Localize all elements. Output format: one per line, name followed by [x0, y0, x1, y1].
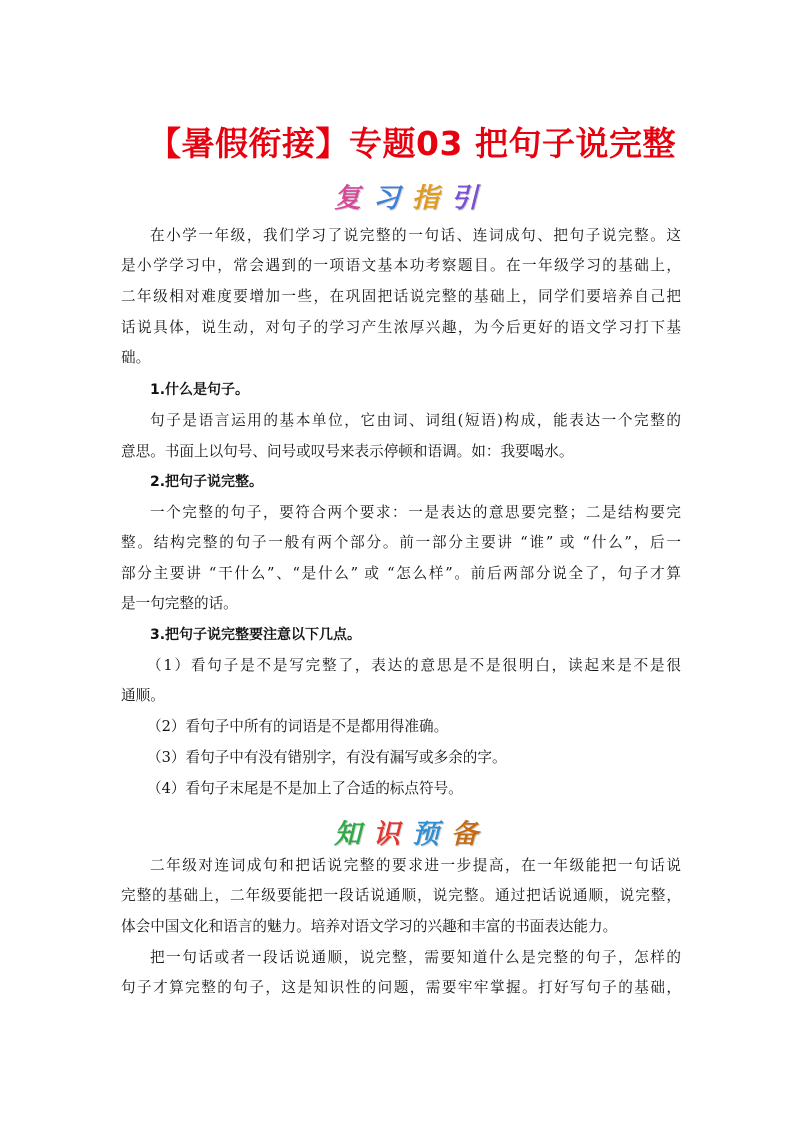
heading-char: 引	[451, 183, 490, 214]
intro-paragraph-line: 础。	[121, 349, 151, 366]
paragraph-line: 句子是语言运用的基本单位，它由词、词组(短语)构成，能表达一个完整的	[150, 412, 681, 429]
paragraph-line: 一个完整的句子，要符合两个要求：一是表达的意思要完整；二是结构要完	[150, 504, 681, 521]
list-item: （2）看句子中所有的词语是不是都用得准确。	[147, 718, 449, 735]
intro-paragraph-line: 话说具体，说生动，对句子的学习产生浓厚兴趣，为今后更好的语文学习打下基	[121, 319, 681, 336]
list-item-continuation: 通顺。	[121, 687, 165, 704]
paragraph-line: 二年级对连词成句和把话说完整的要求进一步提高，在一年级能把一句话说	[150, 857, 681, 874]
heading-char: 习	[373, 183, 412, 214]
paragraph-line: 意思。书面上以句号、问号或叹号来表示停顿和语调。如：我要喝水。	[121, 443, 574, 460]
section-heading-review-guide	[0, 176, 794, 215]
heading-char: 识	[373, 819, 412, 850]
paragraph-line: 整。结构完整的句子一般有两个部分。前一部分主要讲 “谁” 或 “什么”，后一	[121, 534, 681, 551]
heading-char: 预	[412, 819, 451, 850]
heading-char: 指	[412, 183, 451, 214]
subheading-what-is-sentence: 1.什么是句子。	[150, 382, 250, 398]
list-item: （1）看句子是不是写完整了，表达的意思是不是很明白，读起来是不是很	[147, 657, 681, 674]
heading-char: 备	[451, 819, 490, 850]
paragraph-line: 完整的基础上，二年级要能把一段话说通顺，说完整。通过把话说通顺，说完整，	[121, 887, 681, 904]
heading-char: 复	[334, 183, 373, 214]
paragraph-line: 是一句完整的话。	[121, 595, 238, 612]
paragraph-line: 部分主要讲 “干什么”、“是什么” 或 “怎么样”。前后两部分说全了，句子才算	[121, 565, 681, 582]
heading-char: 知	[334, 819, 373, 850]
subheading-complete-sentence: 2.把句子说完整。	[150, 474, 264, 490]
paragraph-line: 把一句话或者一段话说通顺，说完整，需要知道什么是完整的句子，怎样的	[150, 949, 681, 966]
section-heading-knowledge-prep	[0, 812, 794, 851]
paragraph-line: 体会中国文化和语言的魅力。培养对语文学习的兴趣和丰富的书面表达能力。	[121, 918, 618, 935]
paragraph-line: 句子才算完整的句子，这是知识性的问题，需要牢牢掌握。打好写句子的基础，	[121, 979, 681, 996]
list-item: （4）看句子末尾是不是加上了合适的标点符号。	[147, 780, 463, 797]
intro-paragraph-line: 二年级相对难度要增加一些，在巩固把话说完整的基础上，同学们要培养自己把	[121, 288, 681, 305]
subheading-points-to-note: 3.把句子说完整要注意以下几点。	[150, 627, 362, 643]
intro-paragraph-line: 是小学学习中，常会遇到的一项语文基本功考察题目。在一年级学习的基础上，	[121, 257, 681, 274]
list-item: （3）看句子中有没有错别字，有没有漏写或多余的字。	[147, 749, 507, 766]
page-title: 【暑假衔接】专题03 把句子说完整	[148, 124, 676, 163]
intro-paragraph-line: 在小学一年级，我们学习了说完整的一句话、连词成句、把句子说完整。这	[150, 227, 681, 244]
